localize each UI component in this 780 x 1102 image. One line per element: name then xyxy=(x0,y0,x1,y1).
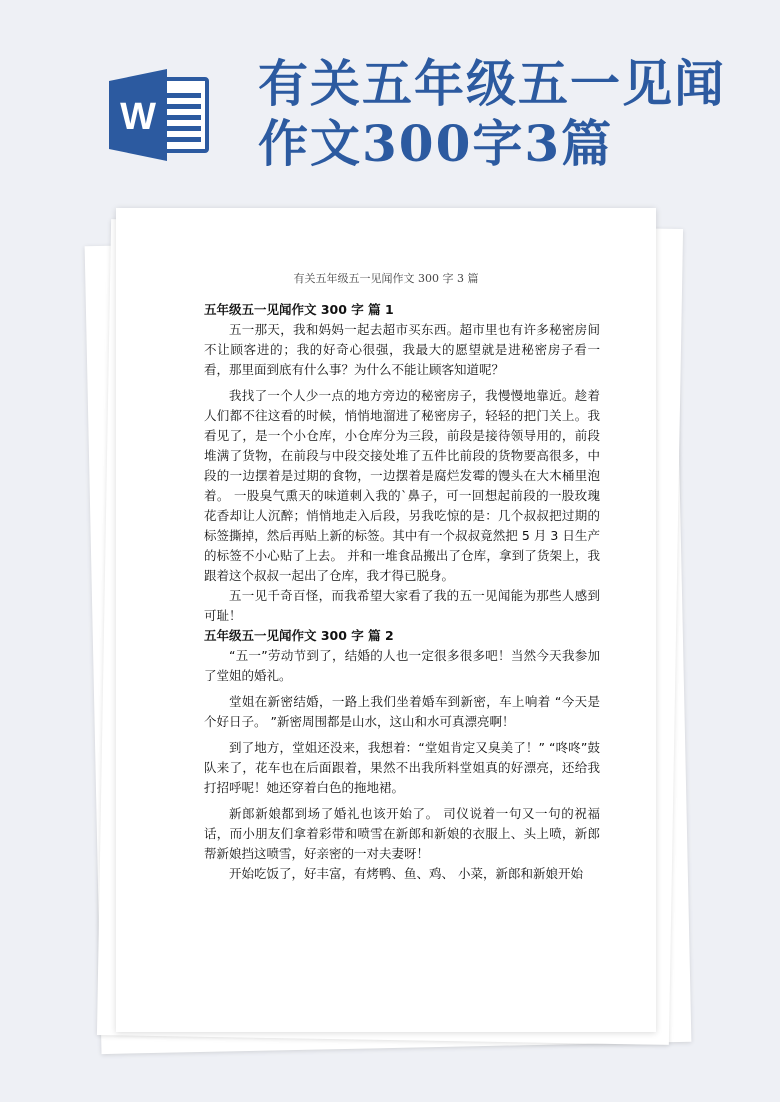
document-page xyxy=(116,208,656,1032)
paragraph: 新郎新娘都到场了婚礼也该开始了。 司仪说着一句又一句的祝福话，而小朋友们拿着彩带和喷雪在新郎和新娘的衣服上、头上喷，新郎帮新娘挡这喷雪，好亲密的一对夫妻呀！ xyxy=(204,806,600,861)
section-heading-1: 五年级五一见闻作文 300 字 篇 1 xyxy=(204,302,394,317)
section-heading-2: 五年级五一见闻作文 300 字 篇 2 xyxy=(204,628,394,643)
page-title: 有关五年级五一见闻作文300字3篇 xyxy=(258,54,726,173)
paragraph: 五一那天，我和妈妈一起去超市买东西。超市里也有许多秘密房间不让顾客进的；我的好奇心很强，我最大的愿望就是进秘密房子看一看，那里面到底有什么事？为什么不能让顾客知道呢？ xyxy=(204,322,600,377)
paragraph: 开始吃饭了，好丰富，有烤鸭、鱼、鸡、 小菜，新郎和新娘开始 xyxy=(229,866,583,881)
word-document-icon xyxy=(109,69,209,161)
paragraph: “五一”劳动节到了，结婚的人也一定很多很多吧！当然今天我参加了堂姐的婚礼。 xyxy=(204,648,600,683)
document-body xyxy=(204,300,600,884)
paragraph: 五一见千奇百怪，而我希望大家看了我的五一见闻能为那些人感到可耻！ xyxy=(204,588,600,623)
paragraph: 堂姐在新密结婚，一路上我们坐着婚车到新密，车上响着 “今天是个好日子。 ”新密周围都是山水，这山和水可真漂亮啊！ xyxy=(204,694,600,729)
word-logo-letter: W xyxy=(120,96,156,138)
paragraph: 到了地方，堂姐还没来，我想着：“堂姐肯定又臭美了！” “咚咚”鼓队来了，花车也在后面跟着，果然不出我所料堂姐真的好漂亮，还给我打招呼呢！她还穿着白色的拖地裙。 xyxy=(204,740,600,795)
running-head: 有关五年级五一见闻作文 300 字 3 篇 xyxy=(293,272,479,285)
paragraph: 我找了一个人少一点的地方旁边的秘密房子，我慢慢地靠近。趁着人们都不往这看的时候，悄悄地溜进了秘密房子，轻轻的把门关上。我看见了，是一个小仓库，小仓库分为三段，前段是接待领导用的，前段堆满了货物，在前段与中段交接处堆了五件比前段的货物要高很多，中段的一边摆着是过期的食物，一边摆着是腐烂发霉的馒头在大木桶里泡着。 一股臭气熏天的味道刺入我的`鼻子，可一回想起前段的一股玫瑰花香却让人沉醉；悄悄地走入后段，另我吃惊的是：几个叔叔把过期的标签撕掉，然后再贴上新的标签。其中有一个叔叔竟然把 5 月 3 日生产的标签不小心贴了上去。 并和一堆食品搬出了仓库，拿到了货架上，我跟着这个叔叔一起出了仓库，我才得已脱身。 xyxy=(204,388,600,583)
